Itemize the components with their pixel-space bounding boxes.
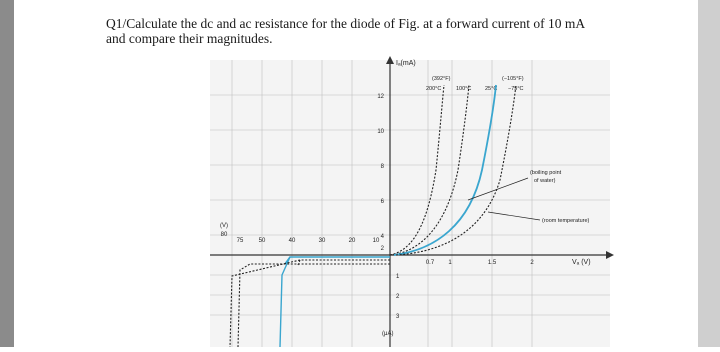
x-tick-0-7: 0.7 xyxy=(425,260,435,266)
diode-iv-plot xyxy=(210,50,630,347)
x-tick-50: 50 xyxy=(258,238,266,244)
y-tick-neg-2: 2 xyxy=(396,294,400,300)
temp-label-minus75c: −75°C xyxy=(508,86,524,92)
annotation-room: (room temperature) xyxy=(542,218,590,224)
diode-characteristic-figure xyxy=(210,50,630,347)
question-line-1: Q1/Calculate the dc and ac resistance for the diode of Fig. at a forward current of 10 mA xyxy=(106,16,586,31)
plot-background xyxy=(210,60,610,347)
reverse-label-80: 80 xyxy=(220,232,228,238)
question-text xyxy=(106,16,706,46)
y-tick-4: 4 xyxy=(380,234,384,240)
x-tick-2: 2 xyxy=(530,260,534,266)
y-tick-8: 8 xyxy=(380,164,384,170)
left-edge-bar xyxy=(0,0,14,347)
temp-label-200c: 200°C xyxy=(426,86,442,92)
annotation-boiling-line2: of water) xyxy=(534,178,556,184)
x-tick-10: 10 xyxy=(372,238,380,244)
y-tick-neg-3: 3 xyxy=(396,314,400,320)
x-tick-40: 40 xyxy=(288,238,296,244)
y-axis-label: Iₐ(mA) xyxy=(396,60,416,67)
y-tick-neg-1: 1 xyxy=(396,274,400,280)
annotation-boiling-line1: (boiling point xyxy=(530,170,562,176)
x-tick-1-5: 1.5 xyxy=(487,260,497,266)
x-tick-20: 20 xyxy=(348,238,356,244)
right-edge-bar xyxy=(698,0,720,347)
y-tick-10: 10 xyxy=(377,129,384,135)
temp-label-25c: 25°C xyxy=(485,86,498,92)
x-tick-30: 30 xyxy=(318,238,326,244)
x-tick-1: 1 xyxy=(448,260,452,266)
temp-label-392f: (392°F) xyxy=(432,76,451,82)
y-tick-6: 6 xyxy=(380,199,384,205)
x-axis-label: Vₐ (V) xyxy=(572,259,591,266)
y-tick-2: 2 xyxy=(380,246,384,252)
bottom-axis-label: (μA) xyxy=(382,331,394,337)
temp-label-100c: 100°C xyxy=(456,86,472,92)
question-line-2: and compare their magnitudes. xyxy=(106,31,273,46)
temp-label-minus105f: (−105°F) xyxy=(502,76,524,82)
y-tick-12: 12 xyxy=(377,94,384,100)
reverse-label-75: 75 xyxy=(236,238,244,244)
left-axis-label: (V) xyxy=(220,223,228,229)
